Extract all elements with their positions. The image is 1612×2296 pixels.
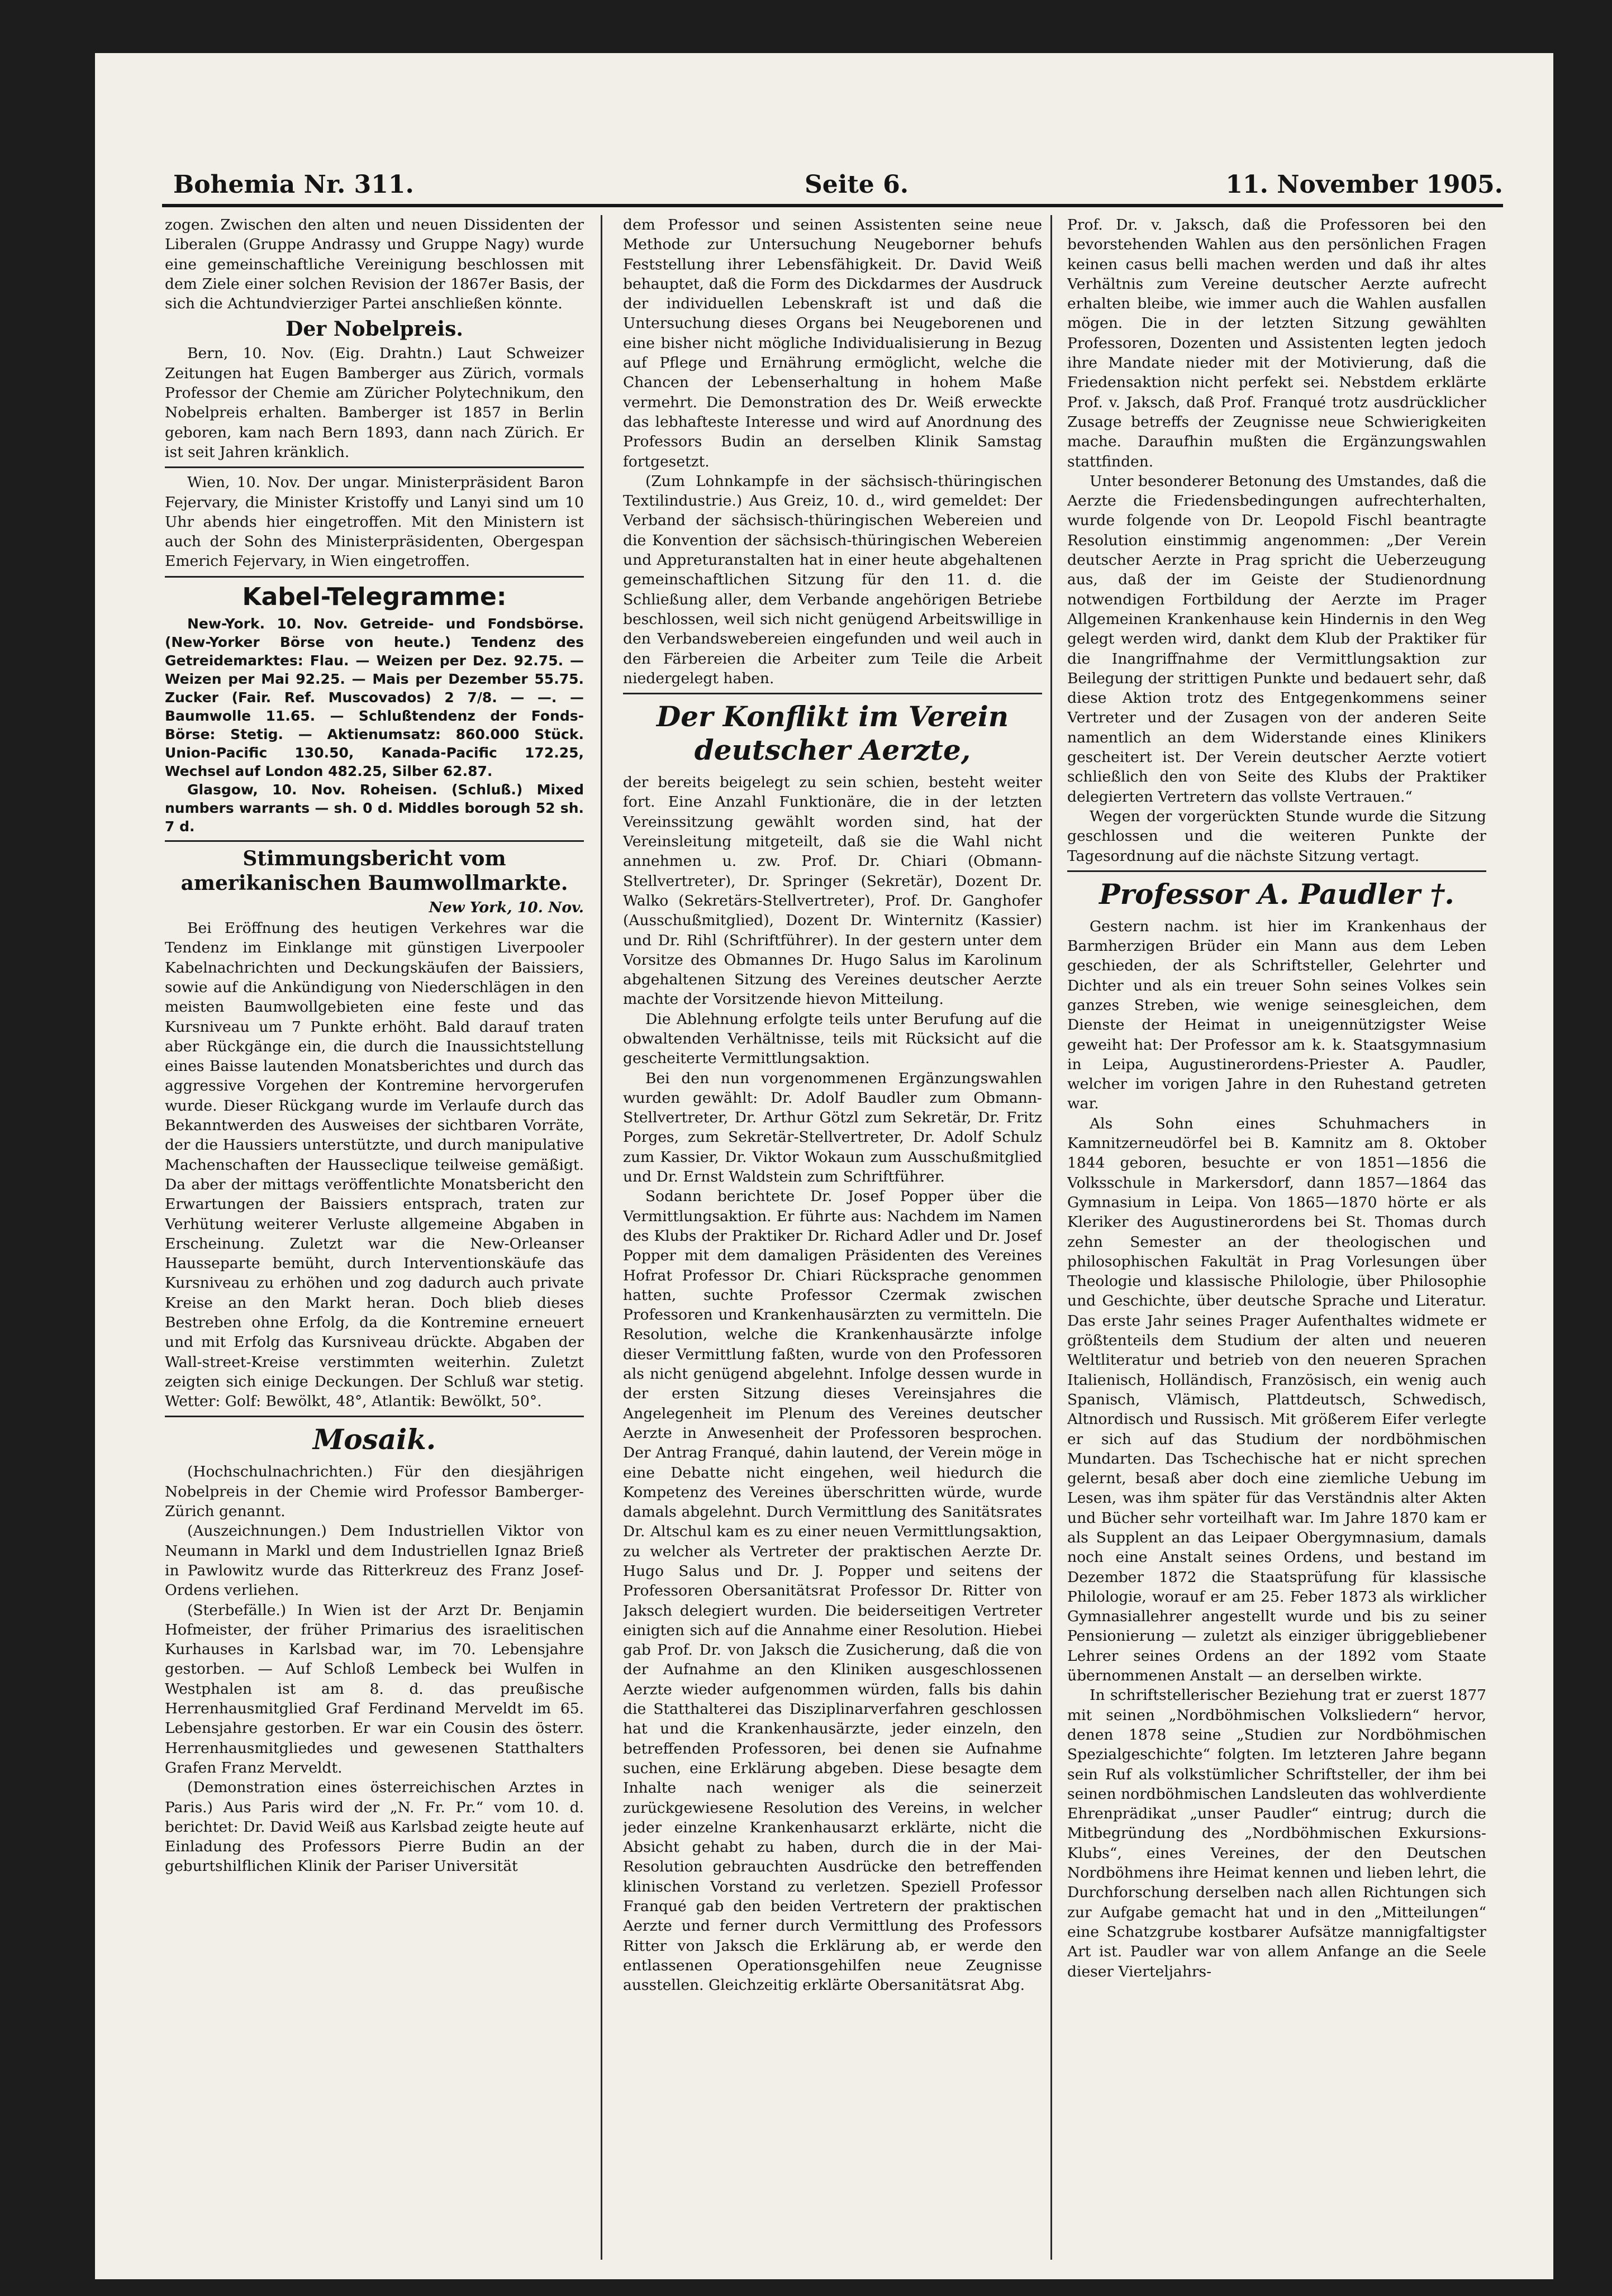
article-text: Prof. Dr. v. Jaksch, daß die Professoren bei den bevorstehenden Wahlen aus den persönlichen Fragen keinen casus belli machen werden und daß ihr altes Verhältnis zum Vereine deutscher Aerzte aufrecht erhalten bleibe, wie immer auch die Wahlen ausfallen mögen. Die in der letzten Sitzung gewählten Professoren, Dozenten und Assistenten legten jedoch ihre Mandate nieder mit der Motivierung, daß die Friedensaktion nicht perfekt sei. Nebstdem erklärte Prof. v. Jaksch, daß Prof. Franqué trotz ausdrücklicher Zusage betreffs der Zeugnisse neue Schwierigkeiten mache. Daraufhin mußten die Ergänzungswahlen stattfinden. xyxy=(1067,216,1486,470)
article-text: Bei Eröffnung des heutigen Verkehres war die Tendenz im Einklange mit günstigen Liverpooler Kabelnachrichten und Deckungskäufen der Baissiers, sowie auf die Ankündigung von Niederschlägen in den meisten Baumwollgebieten eine feste und das Kursniveau um 7 Punkte erhöht. Bald darauf traten aber Rückgänge ein, die durch die Inaussichtstellung eines Baisse lautenden Monatsberichtes und durch das aggressive Vorgehen der Kontremine hervorgerufen wurde. Dieser Rückgang wurde im Verlaufe durch das Bekanntwerden des Ausweises der sichtbaren Vorräte, der die Haussiers unterstützte, und durch manipulative Machenschaften der Hausseclique teilweise gemäßigt. Da aber der mittags veröffentlichte Monatsbericht den Erwartungen der Baissiers entsprach, traten zur Verhütung weiterer Verluste allgemeine Abgaben in Erscheinung. Zuletzt war die New-Orleanser Hausseparte bemüht, durch Interventionskäufe das Kursniveau zu erhöhen und zog dadurch auch private Kreise an den Markt heran. Doch blieb dieses Bestreben ohne Erfolg, da die Kontremine erneuert und mit Erfolg das Kursniveau drückte. Abgaben der Wall-street-Kreise verstimmten weiterhin. Zuletzt zeigten sich einige Deckungen. Der Schluß war stetig. Wetter: Golf: Bewölkt, 48°, Atlantik: Bewölkt, 50°. xyxy=(165,920,584,1411)
dateline: New York, 10. Nov. xyxy=(429,898,584,916)
article-text: zogen. Zwischen den alten und neuen Dissidenten der Liberalen (Gruppe Andrassy und Gruppe Nagy) wurde eine gemeinschaftliche Vereinigung beschlossen mit dem Ziele einer solchen Revision der 1867er Basis, der sich die Achtundvierziger Partei anschließen könnte. xyxy=(165,216,584,313)
column-2 xyxy=(623,215,1042,2271)
article-text: In schriftstellerischer Beziehung trat er zuerst 1877 mit seinen „Nordböhmischen Volksliedern“ hervor, denen 1878 seine „Studien zur Nordböhmischen Spezialgeschichte“ folgten. Im letzteren Jahre begann sein Ruf als volkstümlicher Schriftsteller, der ihm bei seinen nordböhmischen Landsleuten das wohlverdiente Ehrenprädikat „unser Paudler“ eintrug; durch die Mitbegründung des „Nordböhmischen Exkursions-Klubs“, eines Vereines, der den Deutschen Nordböhmens ihre Heimat kennen und lieben lehrt, die Durchforschung derselben nach allen Richtungen sich zur Aufgabe gemacht hat und in den „Mitteilungen“ eine Schatzgrube kostbarer Aufsätze mannigfaltigster Art ist. Paudler war von allem Anfange an die Seele dieser Vierteljahrs- xyxy=(1067,1687,1486,1980)
page-number: Seite 6. xyxy=(805,170,909,199)
column-3 xyxy=(1067,215,1486,2271)
telegram-text: Glasgow, 10. Nov. Roheisen. (Schluß.) Mixed numbers warrants — sh. 0 d. Middles borough 52 sh. 7 d. xyxy=(165,781,584,835)
newspaper-page xyxy=(95,53,1553,2279)
article-text: Sodann berichtete Dr. Josef Popper über die Vermittlungsaktion. Er führte aus: Nachdem im Namen des Klubs der Praktiker Dr. Richard Adler und Dr. Josef Popper mit dem damaligen Präsidenten des Vereines Hofrat Professor Dr. Chiari Rücksprache genommen hatten, suchte Professor Czermak zwischen Professoren und Krankenhausärzten zu vermitteln. Die Resolution, welche die Krankenhausärzte infolge dieser Vermittlung faßten, wurde von den Professoren als nicht genügend abgelehnt. Infolge dessen wurde in der ersten Sitzung dieses Vereinsjahres die Angelegenheit im Plenum des Vereines deutscher Aerzte in Anwesenheit der Professoren besprochen. Der Antrag Franqué, dahin lautend, der Verein möge in eine Debatte nicht eingehen, weil hiedurch die Kompetenz des Vereines überschritten würde, wurde damals abgelehnt. Durch Vermittlung des Sanitätsrates Dr. Altschul kam es zu einer neuen Vermittlungsaktion, zu welcher als Vertreter der praktischen Aerzte Dr. Hugo Salus und Dr. J. Popper und seitens der Professoren Obersanitätsrat Professor Dr. Ritter von Jaksch delegiert wurden. Die beiderseitigen Vertreter einigten sich auf die Annahme einer Resolution. Hiebei gab Prof. Dr. von Jaksch die Zusicherung, daß die von der Aufnahme an den Kliniken ausgeschlossenen Aerzte wieder aufgenommen würden, falls bis dahin die Statthalterei das Disziplinarverfahren geschlossen hat und die Krankenhausärzte, jeder einzeln, den betreffenden Professoren, bei denen sie Aufnahme suchen, eine Erklärung abgeben. Diese besagte dem Inhalte nach weniger als die seinerzeit zurückgewiesene Resolution des Vereins, in welcher jeder einzelne Krankenhausarzt erklärte, nicht die Absicht gehabt zu haben, durch die in der Mai-Resolution gebrauchten Ausdrücke den betreffenden klinischen Vorstand zu verletzen. Speziell Professor Franqué gab den beiden Vertretern der praktischen Aerzte und ferner durch Vermittlung des Professors Ritter von Jaksch die Erklärung ab, er werde den entlassenen Operationsgehilfen neue Zeugnisse ausstellen. Gleichzeitig erklärte Obersanitätsrat Abg. xyxy=(623,1188,1042,1994)
article-text: (Demonstration eines österreichischen Arztes in Paris.) Aus Paris wird der „N. Fr. Pr.“ vom 10. d. berichtet: Dr. David Weiß aus Karlsbad zeigte heute auf Einladung des Professors Pierre Budin an der geburtshilflichen Klinik der Pariser Universität xyxy=(165,1779,584,1875)
article-text: dem Professor und seinen Assistenten seine neue Methode zur Untersuchung Neugeborner behufs Feststellung ihrer Lebensfähigkeit. Dr. David Weiß behauptet, daß die Form des Dickdarmes der Ausdruck der individuellen Lebenskraft ist und daß die Untersuchung dieses Organs bei Neugeborenen und eine bisher nicht mögliche Individualisierung in Bezug auf Pflege und Ernährung ermöglicht, welche die Chancen der Lebenserhaltung in hohem Maße vermehrt. Die Demonstration des Dr. Weiß erweckte das lebhafteste Interesse und wird auf Anordnung des Professors Budin an derselben Klinik Samstag fortgesetzt. xyxy=(623,216,1042,470)
section-divider xyxy=(165,840,584,842)
issue-date: 11. November 1905. xyxy=(1225,170,1503,199)
masthead-issue: Bohemia Nr. 311. xyxy=(173,170,414,199)
column-1 xyxy=(165,215,584,2271)
section-divider xyxy=(623,693,1042,694)
article-text: Als Sohn eines Schuhmachers in Kamnitzerneudörfel bei B. Kamnitz am 8. Oktober 1844 geboren, besuchte er von 1851—1856 die Volksschule in Markersdorf, dann 1857—1864 das Gymnasium in Leipa. Von 1865—1870 hörte er als Kleriker des Augustinerordens bei St. Thomas durch zehn Semester an der theologischen und philosophischen Fakultät in Prag Vorlesungen über Theologie und klassische Philologie, über Philosophie und Geschichte, über deutsche Sprache und Literatur. Das erste Jahr seines Prager Aufenthaltes widmete er größtenteils dem Studium der alten und neueren Weltliteratur und betrieb von den neueren Sprachen Italienisch, Holländisch, Französisch, ein wenig auch Spanisch, Vlämisch, Plattdeutsch, Schwedisch, Altnordisch und Russisch. Mit größerem Eifer verlegte er sich auf das Studium der nordböhmischen Mundarten. Das Tschechische hat er nicht sprechen gelernt, besaß aber doch eine ziemliche Uebung im Lesen, was ihm später für das Verständnis alter Akten und Bücher sehr vorteilhaft war. Im Jahre 1870 kam er als Supplent an das Leipaer Obergymnasium, damals noch eine Anstalt seines Ordens, und bestand im Dezember 1872 die Staatsprüfung für klassische Philologie, worauf er am 25. Feber 1873 als wirklicher Gymnasiallehrer angestellt wurde und bis zu seiner Pensionierung — zuletzt als einziger übriggebliebener Lehrer seines Ordens an der 1892 vom Staate übernommenen Anstalt — an derselben wirkte. xyxy=(1067,1114,1486,1685)
article-text: Bei den nun vorgenommenen Ergänzungswahlen wurden gewählt: Dr. Adolf Baudler zum Obmann-Stellvertreter, Dr. Arthur Götzl zum Sekretär, Dr. Fritz Porges, zum Sekretär-Stellvertreter, Dr. Adolf Schulz zum Kassier, Dr. Viktor Wokaun zum Ausschußmitglied und Dr. Ernst Waldstein zum Schriftführer. xyxy=(623,1069,1042,1186)
column-divider xyxy=(601,215,602,2260)
article-heading-konflikt: Der Konflikt im Verein deutscher Aerzte, xyxy=(656,700,1009,767)
article-heading-kabel: Kabel-Telegramme: xyxy=(242,582,507,611)
article-text: Gestern nachm. ist hier im Krankenhaus der Barmherzigen Brüder ein Mann aus dem Leben geschieden, der als Schriftsteller, Gelehrter und Dichter und als ein treuer Sohn seines Volkes sein ganzes Streben, wie wenige seinesgleichen, dem Dienste der Heimat in uneigennützigster Weise geweiht hat: Der Professor am k. k. Staatsgymnasium in Leipa, Augustinerordens-Priester A. Paudler, welcher im vorigen Jahre in den Ruhestand getreten war. xyxy=(1067,917,1486,1113)
article-text: (Hochschulnachrichten.) Für den diesjährigen Nobelpreis in der Chemie wird Professor Bamberger-Zürich genannt. xyxy=(165,1463,584,1521)
page-header xyxy=(95,170,1553,215)
section-divider xyxy=(165,576,584,578)
article-heading-paudler: Professor A. Paudler †. xyxy=(1099,877,1454,911)
section-divider xyxy=(1067,870,1486,872)
article-text: (Auszeichnungen.) Dem Industriellen Viktor von Neumann in Markl und dem Industriellen Ignaz Brieß in Pawlowitz wurde das Ritterkreuz des Franz Josef-Ordens verliehen. xyxy=(165,1522,584,1599)
telegram-text: New-York. 10. Nov. Getreide- und Fondsbörse. (New-Yorker Börse von heute.) Tendenz des Getreidemarktes: Flau. — Weizen per Dez. 92.75. — Weizen per Mai 92.25. — Mais per Dezember 55.75. Zucker (Fair. Ref. Muscovados) 2 7/8. — —. — Baumwolle 11.65. — Schlußtendenz der Fonds-Börse: Stetig. — Aktienumsatz: 860.000 Stück. Union-Pacific 130.50, Kanada-Pacific 172.25, Wechsel auf London 482.25, Silber 62.87. xyxy=(165,615,584,779)
article-text: (Sterbefälle.) In Wien ist der Arzt Dr. Benjamin Hofmeister, der früher Primarius des israelitischen Kurhauses in Karlsbad war, im 70. Lebensjahre gestorben. — Auf Schloß Lembeck bei Wulfen in Westphalen ist am 8. d. das preußische Herrenhausmitglied Graf Ferdinand Merveldt im 65. Lebensjahre gestorben. Er war ein Cousin des österr. Herrenhausmitgliedes und gewesenen Statthalters Grafen Franz Merveldt. xyxy=(165,1601,584,1776)
article-heading-nobelpreis: Der Nobelpreis. xyxy=(286,317,463,341)
article-text: Bern, 10. Nov. (Eig. Drahtn.) Laut Schweizer Zeitungen hat Eugen Bamberger aus Zürich, vormals Professor der Chemie am Züricher Polytechnikum, den Nobelpreis erhalten. Bamberger ist 1857 in Berlin geboren, kam nach Bern 1893, dann nach Zürich. Er ist seit Jahren kränklich. xyxy=(165,345,584,461)
article-text: Unter besonderer Betonung des Umstandes, daß die Aerzte die Friedensbedingungen aufrechterhalten, wurde folgende von Dr. Leopold Fischl beantragte Resolution einstimmig angenommen: „Der Verein deutscher Aerzte in Prag spricht die Ueberzeugung aus, daß der im Geiste der Studienordnung notwendigen Fortbildung der Aerzte im Prager Allgemeinen Krankenhause kein Hindernis in den Weg gelegt werden wird, dankt dem Klub der Praktiker für die Inangriffnahme der Vermittlungsaktion zur Beilegung der strittigen Punkte und bedauert sehr, daß diese Aktion trotz des Entgegenkommens seiner Vertreter und der Zusagen von der anderen Seite namentlich an dem Widerstande eines Klinikers gescheitert ist. Der Verein deutscher Aerzte votiert schließlich den von Seite des Klubs der Praktiker delegierten Vertretern das vollste Vertrauen.“ xyxy=(1067,472,1486,806)
article-heading-stimmung: Stimmungsbericht vom amerikanischen Baumwollmarkte. xyxy=(180,846,568,895)
article-heading-mosaik: Mosaik. xyxy=(312,1423,436,1456)
article-text: Die Ablehnung erfolgte teils unter Berufung auf die obwaltenden Verhältnisse, teils mit Rücksicht auf die gescheiterte Vermittlungsaktion. xyxy=(623,1010,1042,1068)
article-text: (Zum Lohnkampfe in der sächsisch-thüringischen Textilindustrie.) Aus Greiz, 10. d., wird gemeldet: Der Verband der sächsisch-thüringischen Webereien und die Konvention der sächsisch-thüringischen Webereien und Appreturanstalten hat in einer heute abgehaltenen gemeinschaftlichen Sitzung für den 11. d. die Schließung aller, dem Verbande angehörigen Betriebe beschlossen, weil sich nicht genügend Arbeitswillige in den Verbandswebereien eingefunden und weil auch in den Färbereien die Arbeiter zum Teile die Arbeit niedergelegt haben. xyxy=(623,472,1042,687)
column-divider xyxy=(1050,215,1052,2260)
section-divider xyxy=(165,1416,584,1417)
header-rule xyxy=(162,204,1503,207)
section-divider xyxy=(165,466,584,468)
article-text: der bereits beigelegt zu sein schien, besteht weiter fort. Eine Anzahl Funktionäre, die in der letzten Vereinssitzung gewählt worden sind, hat der Vereinsleitung mitgeteilt, daß sie die Wahl nicht annehmen u. zw. Prof. Dr. Chiari (Obmann-Stellvertreter), Dr. Springer (Sekretär), Dozent Dr. Walko (Sekretärs-Stellvertreter), Prof. Dr. Ganghofer (Ausschußmitglied), Dozent Dr. Winternitz (Kassier) und Dr. Rihl (Schriftführer). In der gestern unter dem Vorsitze des Obmannes Dr. Hugo Salus im Karolinum abgehaltenen Sitzung des Vereines deutscher Aerzte machte der Vorsitzende hievon Mitteilung. xyxy=(623,774,1042,1008)
article-text: Wien, 10. Nov. Der ungar. Ministerpräsident Baron Fejervary, die Minister Kristoffy und Lanyi sind um 10 Uhr abends hier eingetroffen. Mit den Ministern ist auch der Sohn des Ministerpräsidenten, Obergespan Emerich Fejervary, in Wien eingetroffen. xyxy=(165,474,584,570)
article-text: Wegen der vorgerückten Stunde wurde die Sitzung geschlossen und die weiteren Punkte der Tagesordnung auf die nächste Sitzung vertagt. xyxy=(1067,807,1486,865)
